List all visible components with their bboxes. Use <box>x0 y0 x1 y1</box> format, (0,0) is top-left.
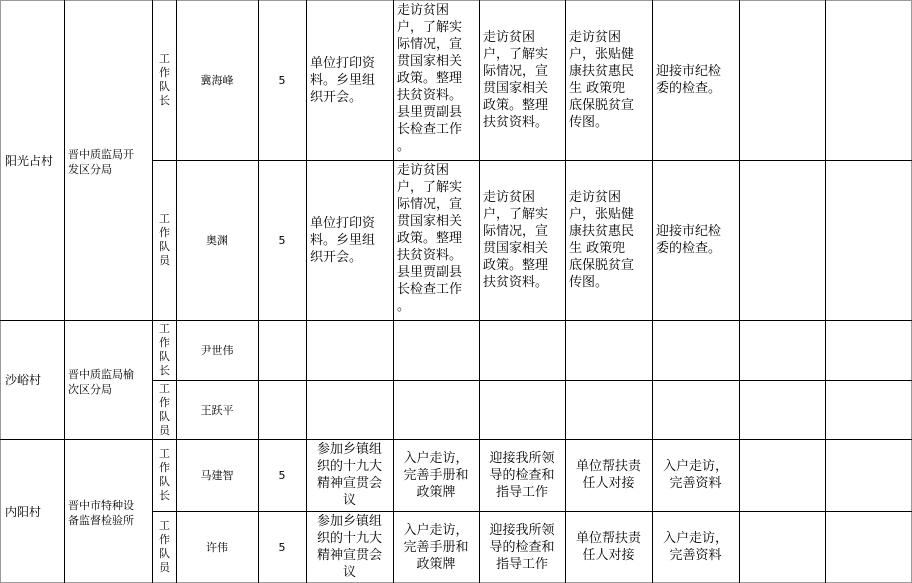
week3-cell: 走访贫困 户，了解实 际情况，宣 贯国家相关 政策。整理 扶贫资料。 <box>483 190 549 290</box>
name-cell: 许伟 <box>206 541 228 554</box>
week2-cell: 入户走访， 完善手册和 政策牌 <box>403 450 469 500</box>
unit-cell: 晋中市特种设 备监督检验所 <box>68 499 134 527</box>
week5-cell: 迎接市纪检 委的检查。 <box>656 224 722 256</box>
week1-cell: 单位打印资 料。乡里组 织开会。 <box>310 215 376 265</box>
village-cell: 阳光占村 <box>5 153 54 168</box>
days-cell: 5 <box>278 233 286 247</box>
role-cell: 工作队长 <box>159 52 170 107</box>
week4-cell: 走访贫困 户，张贴健 康扶贫惠民 生 政策兜 底保脱贫宣 传图。 <box>569 190 635 290</box>
name-cell: 冀海峰 <box>200 74 234 87</box>
role-cell: 工作队员 <box>159 519 170 574</box>
week4-cell: 单位帮扶责 任人对接 <box>575 531 641 563</box>
week3-cell: 迎接我所领 导的检查和 指导工作 <box>489 522 555 572</box>
name-cell: 奥渊 <box>206 234 228 247</box>
days-cell: 5 <box>278 468 286 482</box>
unit-cell: 晋中质监局开 发区分局 <box>68 148 134 176</box>
week3-cell: 走访贫困 户，了解实 际情况，宣 贯国家相关 政策。整理 扶贫资料。 <box>483 30 549 130</box>
unit-cell: 晋中质监局榆 次区分局 <box>68 367 134 396</box>
days-cell: 5 <box>278 73 286 87</box>
name-cell: 王跃平 <box>200 403 234 417</box>
name-cell: 尹世伟 <box>200 344 234 357</box>
role-cell: 工作队长 <box>159 447 170 502</box>
role-cell: 工作队长 <box>159 322 170 377</box>
role-cell: 工作队员 <box>159 381 170 437</box>
week5-cell: 入户走访， 完善资料 <box>662 459 728 491</box>
week2-cell: 入户走访， 完善手册和 政策牌 <box>403 522 469 572</box>
week4-cell: 走访贫困 户，张贴健 康扶贫惠民 生 政策兜 底保脱贫宣 传图。 <box>569 30 635 130</box>
week4-cell: 单位帮扶责 任人对接 <box>575 459 641 491</box>
week3-cell: 迎接我所领 导的检查和 指导工作 <box>489 450 555 500</box>
village-cell: 沙峪村 <box>5 373 42 387</box>
name-cell: 马建智 <box>200 469 234 482</box>
week2-cell: 走访贫困 户，了解实 际情况，宣 贯国家相关 政策。整理 扶贫资料。 县里贾副县 长检查工作 。 <box>397 163 463 314</box>
days-cell: 5 <box>278 540 286 554</box>
week1-cell: 参加乡镇组 织的十九大 精神宣贯会 议 <box>316 442 382 508</box>
week1-cell: 单位打印资 料。乡里组 织开会。 <box>310 55 376 105</box>
role-cell: 工作队员 <box>159 212 170 267</box>
village-cell: 内阳村 <box>5 504 42 519</box>
week5-cell: 迎接市纪检 委的检查。 <box>656 64 722 96</box>
week1-cell: 参加乡镇组 织的十九大 精神宣贯会 议 <box>316 514 382 580</box>
week5-cell: 入户走访， 完善资料 <box>662 531 728 563</box>
week2-cell: 走访贫困 户，了解实 际情况，宣 贯国家相关 政策。整理 扶贫资料。 县里贾副县 长检查工作 。 <box>397 3 463 154</box>
